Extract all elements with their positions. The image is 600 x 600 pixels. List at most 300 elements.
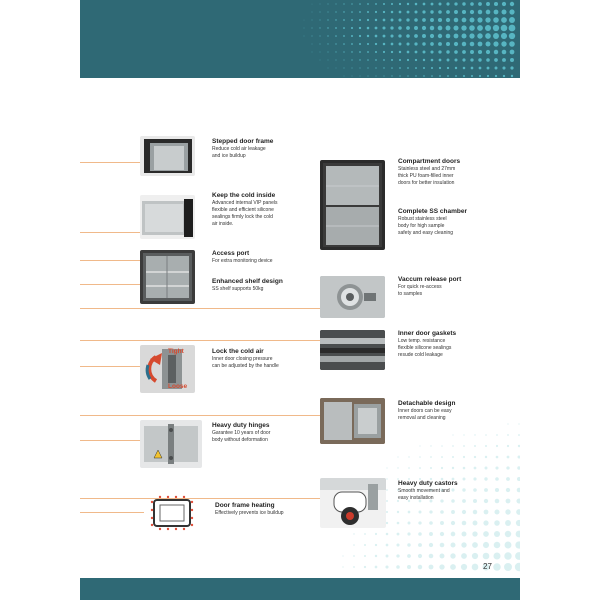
halftone-dot xyxy=(496,434,498,436)
halftone-dot xyxy=(344,76,345,77)
halftone-dot xyxy=(430,34,434,38)
halftone-dot xyxy=(478,2,482,6)
feature-complete-ss-chamber xyxy=(398,208,508,237)
feature-title: Heavy duty hinges xyxy=(212,422,270,429)
halftone-dot xyxy=(304,36,305,37)
halftone-dot xyxy=(454,58,457,61)
halftone-dot xyxy=(496,456,499,459)
halftone-dot xyxy=(335,11,336,12)
halftone-dot xyxy=(375,27,378,30)
halftone-dot xyxy=(359,3,361,5)
halftone-dot xyxy=(462,2,465,5)
feature-title: Lock the cold air xyxy=(212,348,264,355)
halftone-dot xyxy=(477,25,483,31)
halftone-dot xyxy=(441,467,443,469)
halftone-dot xyxy=(431,75,433,77)
halftone-dot xyxy=(430,50,433,53)
halftone-dot xyxy=(505,542,512,549)
halftone-dot xyxy=(386,511,388,513)
halftone-dot xyxy=(474,445,476,447)
halftone-dot xyxy=(453,25,458,30)
halftone-dot xyxy=(486,50,490,54)
halftone-dot xyxy=(414,42,417,45)
halftone-dot xyxy=(485,434,487,436)
feature-title: Vaccum release port xyxy=(398,276,462,283)
halftone-dot xyxy=(367,59,369,61)
halftone-dot xyxy=(454,34,459,39)
halftone-dot xyxy=(398,26,402,30)
halftone-dot xyxy=(446,26,451,31)
feature-desc-line: SS shelf supports 50kg xyxy=(212,286,264,292)
halftone-dot xyxy=(386,489,388,491)
halftone-dot xyxy=(438,42,442,46)
brochure-page xyxy=(80,0,520,600)
feature-desc-line: removal and cleaning xyxy=(398,415,446,421)
feature-title: Complete SS chamber xyxy=(398,208,467,215)
feature-desc-line: Reduce cold air leakage xyxy=(212,146,266,152)
halftone-dot xyxy=(407,67,409,69)
halftone-dot xyxy=(364,555,366,557)
halftone-dot xyxy=(429,554,434,559)
halftone-dot xyxy=(399,59,401,61)
halftone-dot xyxy=(391,3,393,5)
halftone-dot xyxy=(359,43,361,45)
halftone-dot xyxy=(335,19,336,20)
halftone-dot xyxy=(479,75,481,77)
halftone-dot xyxy=(429,521,433,525)
halftone-dot xyxy=(414,18,418,22)
feature-desc-line: For extra monitoring device xyxy=(212,258,273,264)
halftone-dot xyxy=(391,75,392,76)
halftone-dot xyxy=(431,67,433,69)
halftone-dot xyxy=(473,510,477,514)
halftone-dot xyxy=(406,18,409,21)
halftone-dot xyxy=(418,554,422,558)
halftone-dot xyxy=(367,27,370,30)
halftone-dot xyxy=(440,510,444,514)
halftone-dot xyxy=(383,11,385,13)
access-port-shelf-image xyxy=(140,250,195,304)
leader-line xyxy=(80,340,320,341)
halftone-dot xyxy=(494,10,499,15)
halftone-dot xyxy=(396,554,399,557)
halftone-dot xyxy=(375,566,378,569)
halftone-dot xyxy=(382,26,385,29)
halftone-dot xyxy=(474,434,475,435)
feature-desc-line: safety and easy cleaning xyxy=(398,230,454,236)
feature-desc-line: doors for better insulation xyxy=(398,180,455,186)
halftone-dot xyxy=(470,42,475,47)
halftone-dot xyxy=(494,542,501,549)
feature-desc-line: flexible and efficient silicone xyxy=(212,207,274,213)
halftone-dot xyxy=(383,75,384,76)
halftone-dot xyxy=(359,19,361,21)
halftone-dot xyxy=(440,532,444,536)
halftone-dot xyxy=(383,19,386,22)
halftone-dot xyxy=(507,445,509,447)
halftone-dot xyxy=(441,445,443,447)
halftone-dot xyxy=(360,76,361,77)
halftone-dot xyxy=(472,542,478,548)
halftone-dot xyxy=(515,563,520,571)
halftone-dot xyxy=(502,50,507,55)
halftone-dot xyxy=(359,67,360,68)
halftone-dot xyxy=(461,564,467,570)
halftone-dot xyxy=(455,75,457,77)
halftone-dot xyxy=(470,10,474,14)
lock-label-tight: Tight xyxy=(168,348,184,355)
feature-desc-line: For quick re-access xyxy=(398,284,442,290)
halftone-dot xyxy=(359,59,360,60)
halftone-dot xyxy=(470,58,473,61)
halftone-dot xyxy=(446,10,450,14)
feature-desc-line: to samples xyxy=(398,291,423,297)
halftone-dot xyxy=(418,532,422,536)
halftone-dot xyxy=(516,531,520,538)
halftone-dot xyxy=(516,509,520,515)
halftone-dot xyxy=(478,42,483,47)
halftone-dot xyxy=(343,51,344,52)
halftone-dot xyxy=(328,4,329,5)
halftone-dot xyxy=(312,20,313,21)
halftone-dot xyxy=(335,51,336,52)
halftone-dot xyxy=(367,35,369,37)
halftone-dot xyxy=(452,456,454,458)
halftone-dot xyxy=(454,10,458,14)
halftone-dot xyxy=(505,531,511,537)
feature-title: Stepped door frame xyxy=(212,138,274,145)
halftone-dot xyxy=(447,59,450,62)
halftone-dot xyxy=(375,3,377,5)
halftone-dot xyxy=(375,544,377,546)
halftone-dot xyxy=(359,27,361,29)
feature-desc-line: Inner doors can be easy xyxy=(398,408,452,414)
halftone-dot xyxy=(462,10,466,14)
feature-desc-line: Garantee 10 years of door xyxy=(212,430,271,436)
halftone-dot xyxy=(343,59,344,60)
halftone-dot xyxy=(451,543,456,548)
halftone-dot xyxy=(391,51,393,53)
halftone-dot xyxy=(487,67,490,70)
halftone-dot xyxy=(397,456,398,457)
halftone-dot xyxy=(509,9,514,14)
halftone-dot xyxy=(509,25,516,32)
halftone-dot xyxy=(423,59,425,61)
halftone-dot xyxy=(335,3,336,4)
halftone-dot xyxy=(438,34,442,38)
halftone-dot xyxy=(509,17,515,23)
halftone-dot xyxy=(407,565,411,569)
halftone-dot xyxy=(452,445,454,447)
halftone-dot xyxy=(463,445,465,447)
halftone-dot xyxy=(396,543,399,546)
halftone-dot xyxy=(383,51,385,53)
halftone-dot xyxy=(486,58,490,62)
halftone-dot xyxy=(383,59,385,61)
halftone-dot xyxy=(429,532,433,536)
halftone-dot xyxy=(517,488,520,493)
halftone-dot xyxy=(486,2,490,6)
halftone-dot xyxy=(415,3,418,6)
halftone-dot xyxy=(471,75,473,77)
halftone-dot xyxy=(470,18,475,23)
halftone-dot xyxy=(502,58,506,62)
halftone-dot xyxy=(483,531,489,537)
halftone-dot xyxy=(418,565,422,569)
halftone-dot xyxy=(418,543,422,547)
feature-desc-line: Low temp. resistance xyxy=(398,338,446,344)
halftone-dot xyxy=(495,67,498,70)
halftone-dot xyxy=(320,44,321,45)
halftone-dot xyxy=(327,19,328,20)
halftone-dot xyxy=(383,67,384,68)
halftone-dot xyxy=(496,445,498,447)
halftone-dot xyxy=(430,445,431,446)
halftone-dot xyxy=(312,36,313,37)
halftone-dot xyxy=(450,553,455,558)
halftone-dot xyxy=(353,533,354,534)
halftone-dot xyxy=(383,43,386,46)
halftone-dot xyxy=(375,43,377,45)
stepped-door-frame-image xyxy=(140,136,195,176)
halftone-dot xyxy=(304,20,305,21)
halftone-dot xyxy=(390,34,393,37)
halftone-dot xyxy=(399,43,402,46)
halftone-dot xyxy=(368,76,369,77)
feature-desc-line: Inner door closing pressure xyxy=(212,356,273,362)
leader-line xyxy=(80,284,140,285)
halftone-dot xyxy=(431,59,434,62)
halftone-dot xyxy=(518,445,520,447)
leader-line xyxy=(80,308,320,309)
halftone-dot xyxy=(407,11,410,14)
halftone-dot xyxy=(336,68,337,69)
halftone-dot xyxy=(407,554,411,558)
halftone-dot xyxy=(415,67,417,69)
halftone-dot xyxy=(364,566,366,568)
halftone-dot xyxy=(419,445,420,446)
halftone-dot xyxy=(344,68,345,69)
halftone-dot xyxy=(386,522,388,524)
feature-heavy-duty-castors xyxy=(398,480,508,502)
feature-detachable-design xyxy=(398,400,508,422)
halftone-dot xyxy=(312,44,313,45)
halftone-dot xyxy=(406,26,410,30)
halftone-dot xyxy=(471,67,474,70)
header-band xyxy=(80,0,520,78)
halftone-dot xyxy=(439,564,444,569)
halftone-dot xyxy=(327,11,328,12)
halftone-dot xyxy=(430,467,432,469)
halftone-dot xyxy=(367,67,368,68)
halftone-dot xyxy=(391,43,394,46)
halftone-dot xyxy=(335,35,337,37)
halftone-dot xyxy=(422,42,425,45)
halftone-dot xyxy=(447,75,449,77)
halftone-dot xyxy=(454,2,457,5)
halftone-dot xyxy=(516,498,520,503)
halftone-dot xyxy=(386,555,389,558)
halftone-dot xyxy=(375,59,377,61)
halftone-dot xyxy=(414,34,418,38)
halftone-dot xyxy=(478,10,482,14)
halftone-dot xyxy=(391,11,394,14)
heavy-duty-hinges-image xyxy=(140,420,202,468)
halftone-dot xyxy=(399,3,401,5)
halftone-dot xyxy=(375,533,377,535)
halftone-dot xyxy=(493,563,501,571)
halftone-dot xyxy=(450,564,456,570)
halftone-dot xyxy=(472,564,479,571)
halftone-dot xyxy=(454,42,458,46)
halftone-dot xyxy=(391,67,393,69)
halftone-dot xyxy=(406,34,410,38)
halftone-dot xyxy=(502,66,505,69)
halftone-dot xyxy=(336,60,337,61)
halftone-dot xyxy=(493,17,499,23)
halftone-dot xyxy=(397,467,398,468)
halftone-dot xyxy=(359,51,361,53)
lock-label-loose: Loose xyxy=(168,383,188,390)
halftone-dot xyxy=(407,59,409,61)
halftone-dot xyxy=(440,554,445,559)
halftone-dot xyxy=(494,520,500,526)
halftone-dot xyxy=(375,67,376,68)
feature-inner-door-gaskets xyxy=(398,330,508,359)
leader-line xyxy=(80,512,144,513)
halftone-dot xyxy=(407,75,408,76)
halftone-dot xyxy=(342,555,343,556)
halftone-dot xyxy=(397,533,400,536)
halftone-dot xyxy=(473,521,478,526)
feature-lock-cold-air xyxy=(212,348,322,370)
halftone-dot xyxy=(493,33,499,39)
halftone-dot xyxy=(516,520,520,526)
halftone-dot xyxy=(504,563,512,571)
halftone-dot xyxy=(487,75,489,77)
halftone-dot xyxy=(461,25,466,30)
halftone-dot xyxy=(375,11,377,13)
halftone-dot xyxy=(312,28,313,29)
halftone-dot xyxy=(320,60,321,61)
halftone-dot xyxy=(328,68,329,69)
halftone-dot xyxy=(408,456,409,457)
halftone-dot xyxy=(461,33,466,38)
halftone-dot xyxy=(353,555,355,557)
halftone-dot xyxy=(493,552,500,559)
halftone-dot xyxy=(422,26,426,30)
halftone-dot xyxy=(352,76,353,77)
halftone-dot xyxy=(446,42,450,46)
halftone-dot xyxy=(451,510,455,514)
halftone-dot xyxy=(351,35,353,37)
halftone-dot xyxy=(452,434,453,435)
halftone-dot xyxy=(515,541,520,548)
halftone-dot xyxy=(495,466,498,469)
halftone-dot xyxy=(351,19,353,21)
halftone-dot xyxy=(398,34,401,37)
halftone-dot xyxy=(455,67,457,69)
halftone-dot xyxy=(351,43,353,45)
halftone-dot xyxy=(440,521,444,525)
halftone-dot xyxy=(419,511,422,514)
halftone-dot xyxy=(320,4,321,5)
halftone-dot xyxy=(327,27,328,28)
halftone-dot xyxy=(462,521,467,526)
halftone-dot xyxy=(463,467,466,470)
halftone-dot xyxy=(506,466,509,469)
halftone-dot xyxy=(485,25,491,31)
halftone-dot xyxy=(383,35,386,38)
halftone-dot xyxy=(438,10,442,14)
halftone-dot xyxy=(397,522,400,525)
halftone-dot xyxy=(486,10,491,15)
halftone-dot xyxy=(439,67,441,69)
halftone-dot xyxy=(470,2,474,6)
halftone-dot xyxy=(312,4,313,5)
leader-line xyxy=(80,232,140,233)
halftone-dot xyxy=(493,41,498,46)
halftone-dot xyxy=(415,51,418,54)
halftone-dot xyxy=(507,456,510,459)
halftone-dot xyxy=(485,17,490,22)
halftone-dot xyxy=(446,2,449,5)
halftone-dot xyxy=(335,43,336,44)
feature-compartment-doors xyxy=(398,158,508,187)
halftone-dot xyxy=(515,552,520,560)
feature-title: Enhanced shelf design xyxy=(212,278,283,285)
halftone-dot xyxy=(399,75,400,76)
halftone-dot xyxy=(494,50,498,54)
halftone-dot xyxy=(452,467,454,469)
halftone-dot xyxy=(353,544,355,546)
feature-desc-line: air inside. xyxy=(212,221,234,227)
detachable-design-image xyxy=(320,398,385,444)
feature-title: Detachable design xyxy=(398,400,456,407)
halftone-dot xyxy=(495,75,497,77)
halftone-dot xyxy=(375,51,377,53)
feature-desc-line: can be adjusted by the handle xyxy=(212,363,279,369)
halftone-dot xyxy=(454,18,459,23)
halftone-dot xyxy=(351,11,353,13)
halftone-dot xyxy=(446,18,450,22)
halftone-dot xyxy=(367,51,369,53)
feature-desc-line: Smooth movement and xyxy=(398,488,450,494)
halftone-dot xyxy=(418,521,421,524)
halftone-dot xyxy=(364,533,366,535)
halftone-dot xyxy=(353,566,355,568)
halftone-dot xyxy=(367,3,369,5)
halftone-dot xyxy=(419,467,421,469)
halftone-dot xyxy=(304,28,305,29)
feature-desc-line: Stainless steel and 27mm xyxy=(398,166,456,172)
halftone-dot xyxy=(343,43,345,45)
feature-title: Inner door gaskets xyxy=(398,330,457,337)
halftone-dot xyxy=(510,66,513,69)
halftone-dot xyxy=(501,17,507,23)
halftone-dot xyxy=(422,18,426,22)
halftone-dot xyxy=(494,2,498,6)
halftone-dot xyxy=(367,19,369,21)
halftone-dot xyxy=(503,75,505,77)
halftone-dot xyxy=(364,544,366,546)
halftone-dot xyxy=(342,566,343,567)
halftone-dot xyxy=(462,510,466,514)
halftone-dot xyxy=(386,478,387,479)
halftone-dot xyxy=(501,25,508,32)
halftone-dot xyxy=(502,2,506,6)
halftone-dot xyxy=(375,19,377,21)
